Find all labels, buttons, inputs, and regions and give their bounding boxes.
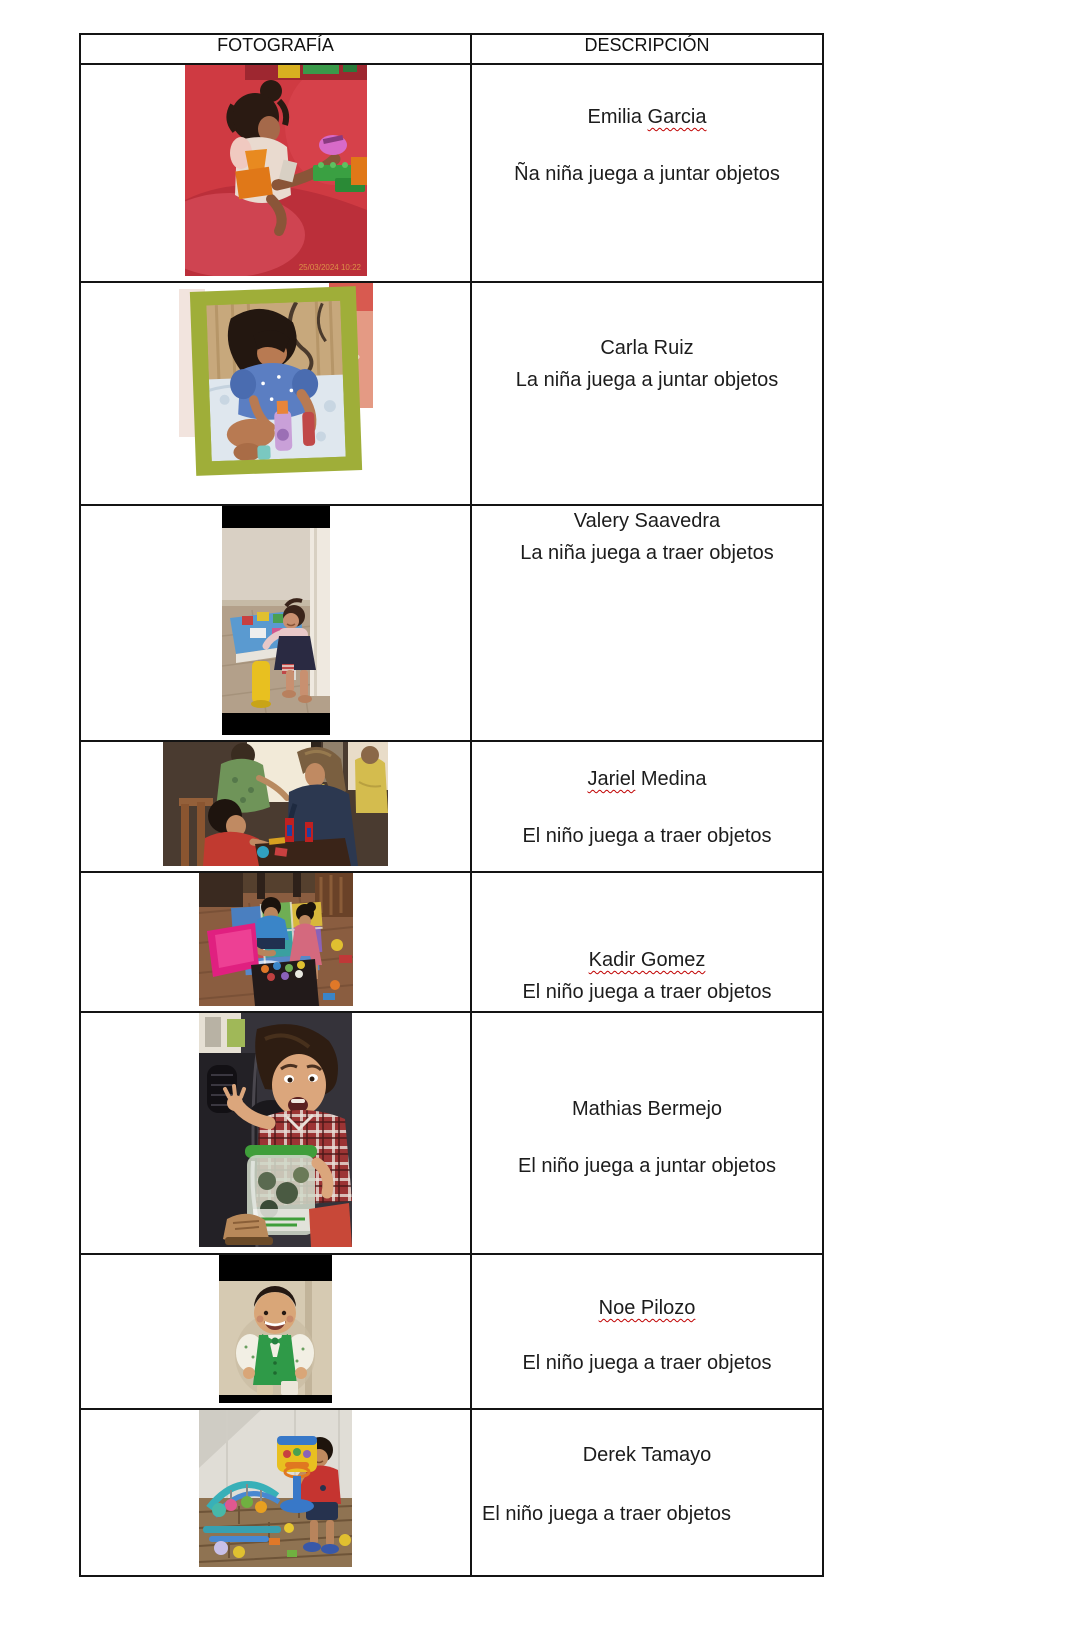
photo-valery-saavedra[interactable] <box>222 506 330 735</box>
photo-cell <box>80 1409 471 1576</box>
photo-emilia-garcia[interactable] <box>185 65 367 276</box>
table-row <box>80 741 823 872</box>
photo-cell <box>80 872 471 1012</box>
child-name[interactable]: Mathias Bermejo <box>571 1098 723 1120</box>
spellcheck-flagged-text: Jariel <box>587 768 636 790</box>
photo-cell <box>80 741 471 872</box>
child-name[interactable] <box>472 1295 822 1322</box>
description-cell <box>471 64 823 282</box>
photo-derek-tamayo[interactable] <box>199 1410 352 1567</box>
photo-cell <box>80 1254 471 1409</box>
child-description[interactable]: El niño juega a traer objetos <box>522 981 772 1003</box>
child-name[interactable]: Valery Saavedra <box>573 510 721 532</box>
description-cell <box>471 505 823 741</box>
child-description[interactable]: El niño juega a traer objetos <box>522 825 772 847</box>
spellcheck-flagged-text: Garcia <box>647 106 707 128</box>
photo-description-table <box>79 33 824 1577</box>
child-name[interactable]: Jariel Medina <box>587 768 707 790</box>
description-cell <box>471 872 823 1012</box>
photo-noe-pilozo[interactable] <box>219 1255 332 1403</box>
table-row <box>80 64 823 282</box>
photo-timestamp: 25/03/2024 10:22 <box>298 263 361 272</box>
description-cell <box>471 741 823 872</box>
child-description[interactable]: La niña juega a juntar objetos <box>515 369 779 391</box>
table-header-row <box>80 34 823 64</box>
table-row <box>80 505 823 741</box>
child-description[interactable]: El niño juega a traer objetos <box>482 1503 732 1525</box>
photo-carla-ruiz[interactable] <box>179 283 373 479</box>
photo-cell <box>80 505 471 741</box>
description-cell <box>471 282 823 505</box>
photo-kadir-gomez[interactable] <box>199 873 353 1006</box>
spellcheck-flagged-text: Kadir Gomez <box>588 949 706 971</box>
child-description[interactable]: Ña niña juega a juntar objetos <box>514 163 780 185</box>
child-name[interactable]: Derek Tamayo <box>582 1444 712 1466</box>
child-description[interactable]: La niña juega a traer objetos <box>520 542 774 564</box>
table-row <box>80 1012 823 1254</box>
table-row <box>80 1254 823 1409</box>
child-name[interactable]: Emilia Garcia <box>587 106 707 128</box>
child-name[interactable] <box>472 947 822 974</box>
child-description[interactable]: El niño juega a traer objetos <box>522 1352 772 1374</box>
photo-jariel-medina[interactable] <box>163 742 388 866</box>
photo-cell <box>80 282 471 505</box>
child-name[interactable]: Carla Ruiz <box>600 337 694 359</box>
header-descripcion[interactable]: DESCRIPCIÓN <box>471 34 823 64</box>
table-row <box>80 282 823 505</box>
table-row <box>80 872 823 1012</box>
description-cell <box>471 1012 823 1254</box>
photo-cell <box>80 64 471 282</box>
table-row <box>80 1409 823 1576</box>
photo-cell <box>80 1012 471 1254</box>
child-description[interactable]: El niño juega a juntar objetos <box>518 1155 776 1177</box>
header-fotografia[interactable]: FOTOGRAFÍA <box>80 34 471 64</box>
spellcheck-flagged-text: Noe Pilozo <box>598 1297 696 1319</box>
description-cell <box>471 1254 823 1409</box>
photo-mathias-bermejo[interactable] <box>199 1013 352 1247</box>
description-cell <box>471 1409 823 1576</box>
